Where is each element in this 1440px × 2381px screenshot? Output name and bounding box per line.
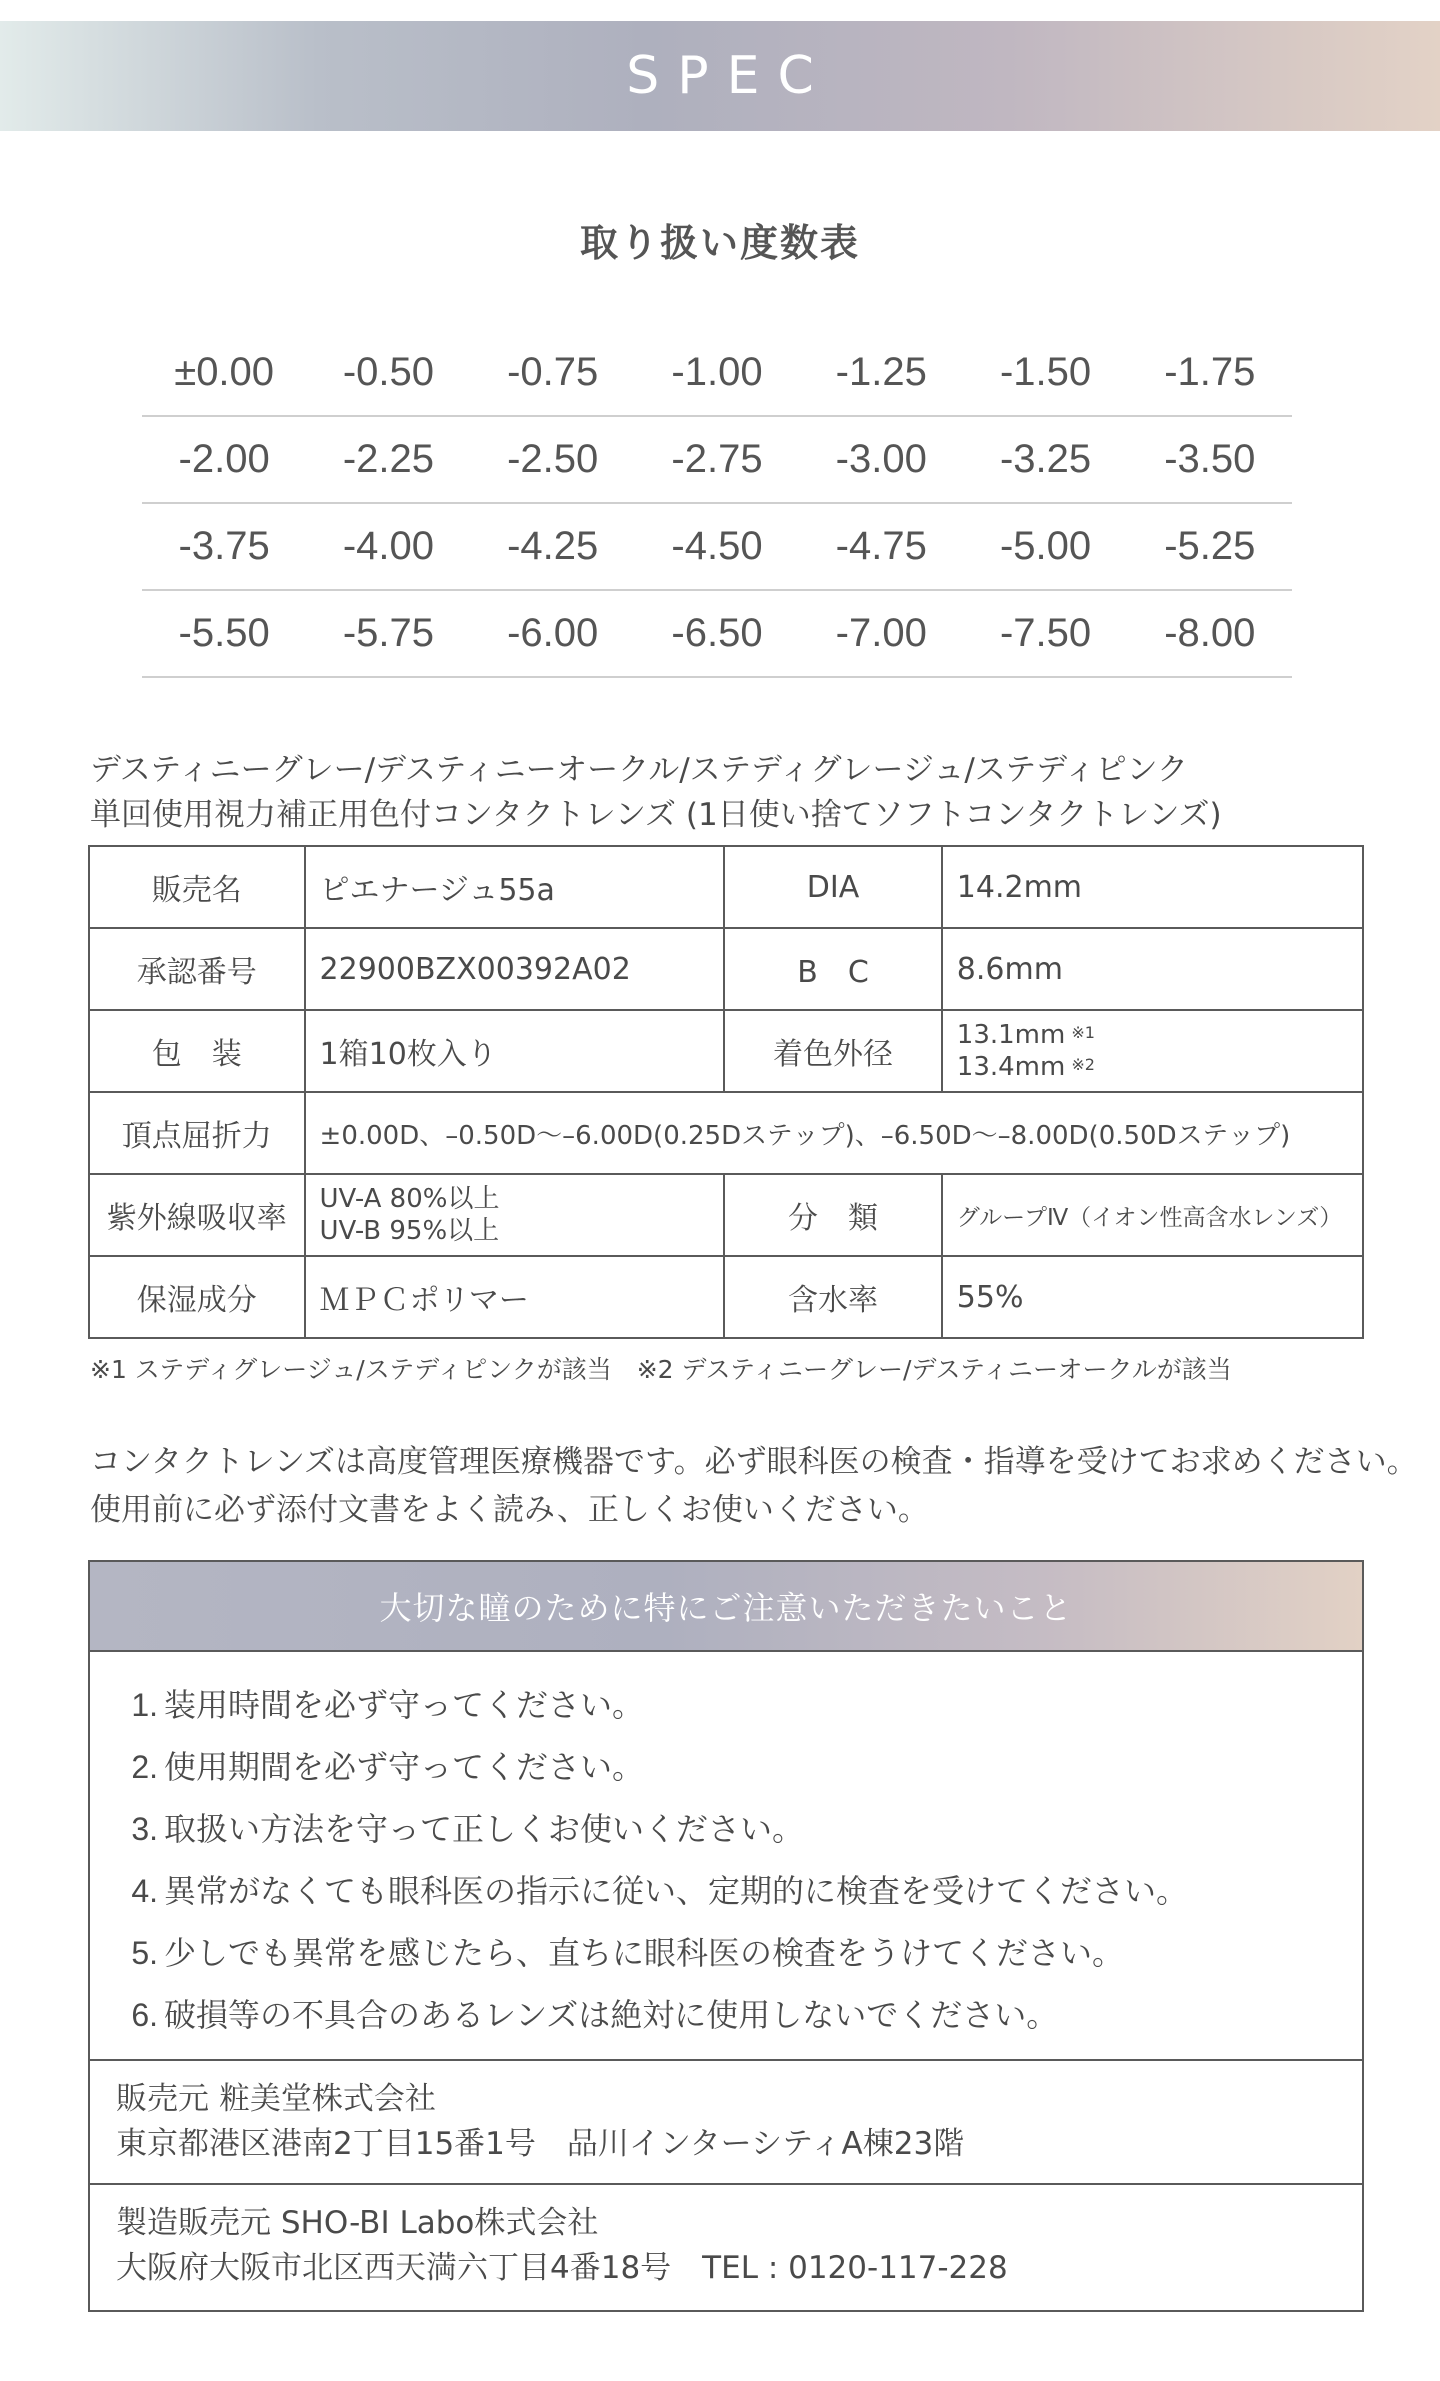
color-diameter-2-mark: ※2 <box>1071 1055 1095 1074</box>
power-value: -1.00 <box>671 350 763 394</box>
power-value: -4.25 <box>507 524 599 568</box>
spec-footnote: ※1 ステディグレージュ/ステディピンクが該当 ※2 デスティニーグレー/デスティニーオークルが該当 <box>90 1355 1232 1384</box>
caution-title: 大切な瞳のために特にご注意いただきたいこと <box>90 1562 1362 1652</box>
power-value: -8.00 <box>1164 611 1256 655</box>
caution-item <box>122 1860 1362 1922</box>
power-value: -7.00 <box>835 611 927 655</box>
table-row <box>89 846 1363 928</box>
caution-list <box>90 1652 1362 2046</box>
seller-name: 販売元 粧美堂株式会社 <box>116 2081 436 2117</box>
power-value: -4.75 <box>835 524 927 568</box>
classification-value: グループⅣ（イオン性高含水レンズ） <box>942 1174 1363 1256</box>
caution-item <box>122 1736 1362 1798</box>
table-row <box>89 1174 1363 1256</box>
table-row <box>89 1010 1363 1092</box>
power-table-title: 取り扱い度数表 <box>579 221 860 265</box>
water-content-value: 55% <box>942 1256 1363 1338</box>
power-row <box>142 330 1292 417</box>
medical-notice <box>90 1438 1418 1534</box>
water-content-label: 含水率 <box>724 1256 942 1338</box>
power-value: -1.25 <box>835 350 927 394</box>
manufacturer-name: 製造販売元 SHO-BI Labo株式会社 <box>116 2205 599 2241</box>
table-row <box>89 928 1363 1010</box>
color-diameter-1-mark: ※1 <box>1071 1023 1095 1042</box>
color-diameter-label: 着色外径 <box>724 1010 942 1092</box>
color-diameter-1: 13.1mm <box>956 1020 1066 1050</box>
caution-item-number: 4. <box>131 1873 158 1909</box>
color-diameter-2: 13.4mm <box>956 1052 1066 1082</box>
power-value: -3.25 <box>999 437 1092 481</box>
package-value: 1箱10枚入り <box>305 1010 725 1092</box>
spec-banner <box>0 21 1440 131</box>
caution-item <box>122 1922 1362 1984</box>
power-row <box>142 591 1292 678</box>
manufacturer-info <box>90 2183 1362 2309</box>
power-value: -0.75 <box>507 350 599 394</box>
classification-label: 分 類 <box>724 1174 942 1256</box>
caution-item-text: 少しでも異常を感じたら、直ちに眼科医の検査をうけてください。 <box>164 1934 1125 1972</box>
power-value: -5.75 <box>342 611 434 655</box>
caution-item-number: 5. <box>131 1935 158 1971</box>
notice-line-2: 使用前に必ず添付文書をよく読み、正しくお使いください。 <box>90 1492 929 1528</box>
uv-a-value: UV-A 80%以上 <box>319 1184 500 1214</box>
vertex-power-value: ±0.00D、–0.50D〜–6.00D(0.25Dステップ)、–6.50D〜–8.00D(0.50Dステップ) <box>305 1092 1363 1174</box>
caution-item-text: 異常がなくても眼科医の指示に従い、定期的に検査を受けてください。 <box>164 1872 1189 1910</box>
power-value: -5.25 <box>1164 524 1256 568</box>
power-value: ±0.00 <box>174 350 275 394</box>
power-value: -4.50 <box>671 524 763 568</box>
notice-line-1: コンタクトレンズは高度管理医療機器です。必ず眼科医の検査・指導を受けてお求めください。 <box>90 1444 1418 1480</box>
caution-item-text: 使用期間を必ず守ってください。 <box>164 1748 645 1786</box>
seller-info <box>90 2059 1362 2183</box>
caution-box <box>88 1560 1364 2312</box>
seller-address: 東京都港区港南2丁目15番1号 品川インターシティA棟23階 <box>116 2126 965 2162</box>
dia-label: DIA <box>724 846 942 928</box>
approval-number-value: 22900BZX00392A02 <box>305 928 725 1010</box>
product-description <box>90 748 1222 838</box>
power-row <box>142 417 1292 504</box>
bc-label: B C <box>724 928 942 1010</box>
caution-item <box>122 1798 1362 1860</box>
table-row <box>89 1256 1363 1338</box>
package-label: 包 装 <box>89 1010 305 1092</box>
sales-name-label: 販売名 <box>89 846 305 928</box>
dia-value: 14.2mm <box>942 846 1363 928</box>
color-diameter-value <box>942 1010 1363 1092</box>
power-value: -1.75 <box>1164 350 1256 394</box>
product-type-line: 単回使用視力補正用色付コンタクトレンズ (1日使い捨てソフトコンタクトレンズ) <box>90 797 1222 833</box>
power-value: -1.50 <box>999 350 1092 394</box>
manufacturer-address: 大阪府大阪市北区西天満六丁目4番18号 TEL : 0120-117-228 <box>116 2250 1008 2286</box>
moisturizer-label: 保湿成分 <box>89 1256 305 1338</box>
power-value: -3.75 <box>178 524 270 568</box>
product-names-line: デスティニーグレー/デスティニーオークル/ステディグレージュ/ステディピンク <box>90 752 1189 788</box>
approval-number-label: 承認番号 <box>89 928 305 1010</box>
bc-value: 8.6mm <box>942 928 1363 1010</box>
power-value: -2.00 <box>178 437 270 481</box>
power-value: -2.75 <box>671 437 763 481</box>
power-value: -3.00 <box>835 437 927 481</box>
moisturizer-value: ＭＰＣポリマー <box>305 1256 725 1338</box>
power-value: -4.00 <box>342 524 434 568</box>
caution-item-number: 3. <box>131 1811 158 1847</box>
power-value: -0.50 <box>342 350 434 394</box>
caution-item-text: 装用時間を必ず守ってください。 <box>164 1686 645 1724</box>
power-value: -3.50 <box>1164 437 1256 481</box>
power-value: -5.00 <box>999 524 1092 568</box>
caution-item-text: 取扱い方法を守って正しくお使いください。 <box>164 1810 805 1848</box>
caution-item-text: 破損等の不具合のあるレンズは絶対に使用しないでください。 <box>164 1996 1059 2034</box>
uv-b-value: UV-B 95%以上 <box>319 1216 500 1246</box>
power-value: -5.50 <box>178 611 270 655</box>
table-row <box>89 1092 1363 1174</box>
power-value: -6.00 <box>507 611 599 655</box>
sales-name-value: ピエナージュ55a <box>305 846 725 928</box>
power-table <box>142 330 1292 678</box>
spec-banner-title: SPEC <box>626 46 832 106</box>
power-value: -2.25 <box>342 437 434 481</box>
caution-item-number: 6. <box>131 1997 158 2033</box>
power-value: -7.50 <box>999 611 1092 655</box>
uv-absorption-value <box>305 1174 725 1256</box>
uv-absorption-label: 紫外線吸収率 <box>89 1174 305 1256</box>
caution-item <box>122 1674 1362 1736</box>
caution-item <box>122 1984 1362 2046</box>
power-row <box>142 504 1292 591</box>
caution-item-number: 1. <box>131 1687 158 1723</box>
spec-table <box>88 845 1364 1339</box>
power-value: -2.50 <box>507 437 599 481</box>
power-value: -6.50 <box>671 611 763 655</box>
vertex-power-label: 頂点屈折力 <box>89 1092 305 1174</box>
caution-item-number: 2. <box>131 1749 158 1785</box>
